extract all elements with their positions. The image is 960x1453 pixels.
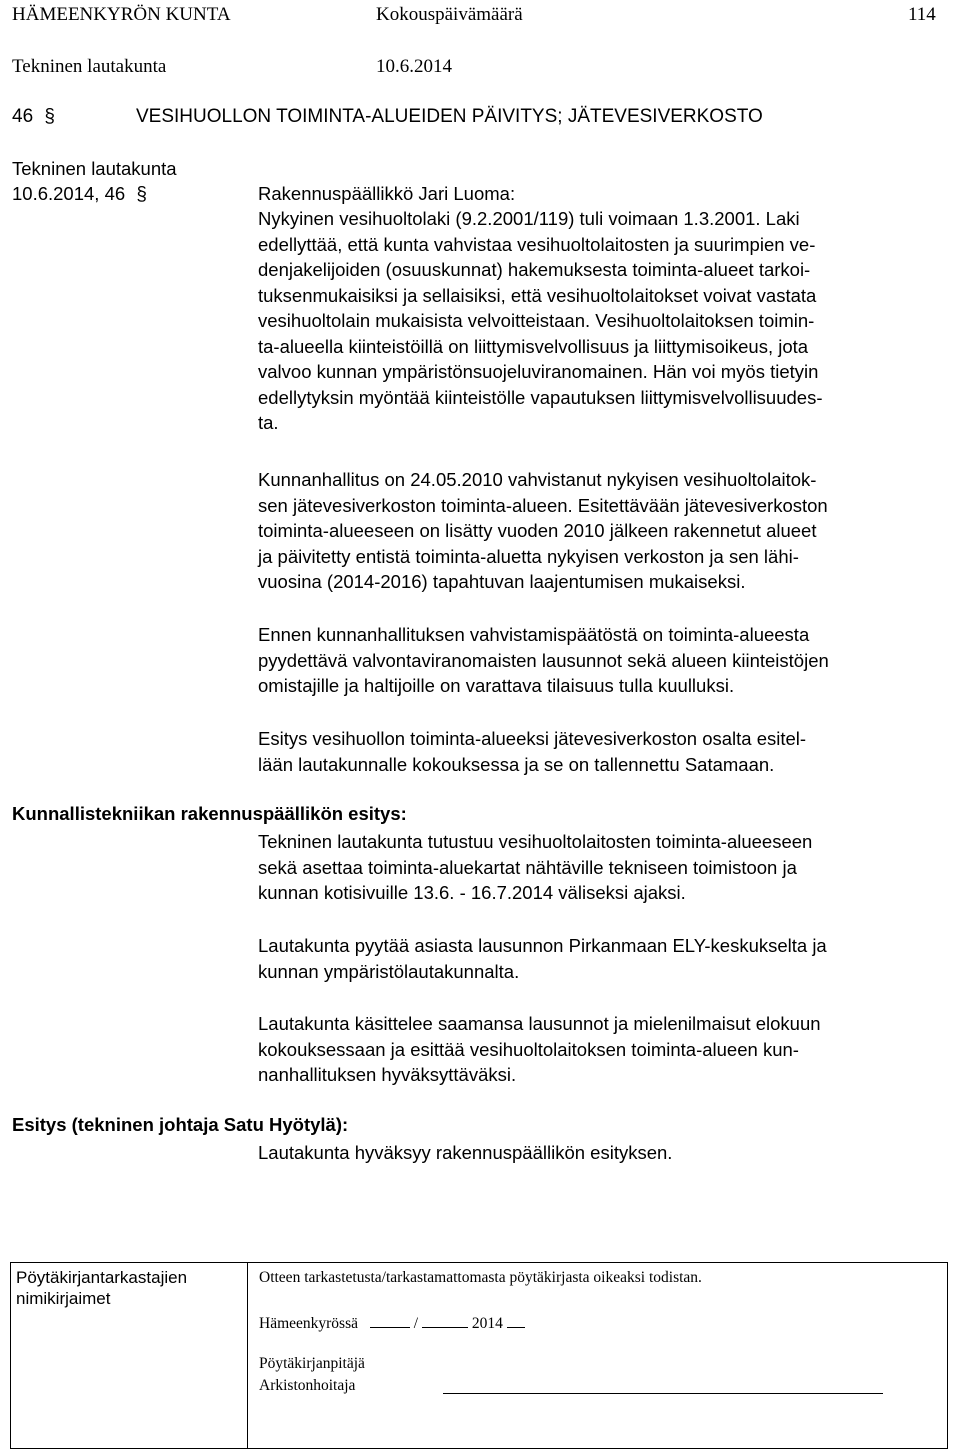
board-name: Tekninen lautakunta [12, 56, 167, 77]
reference-date-item-value: 10.6.2014, 46 [12, 183, 126, 204]
paragraph-2 [258, 467, 948, 595]
footer-role-1: Pöytäkirjanpitäjä [259, 1355, 365, 1372]
year-blank [507, 1311, 525, 1328]
paragraph-line: denjakelijoiden (osuuskunnat) hakemuksesta toiminta-alueet tarkoi- [258, 259, 811, 280]
paragraph-line: kokouksessaan ja esittää vesihuoltolaitoksen toiminta-alueen kun- [258, 1038, 799, 1060]
paragraph-line: Esitys vesihuollon toiminta-alueeksi jätevesiverkoston osalta esitel- [258, 728, 807, 749]
paragraph-line: ta-alueella kiinteistöillä on liittymisvelvollisuus ja liittymisoikeus, jota [258, 335, 809, 357]
footer-divider [247, 1263, 248, 1448]
section1-paragraph-1 [258, 829, 948, 906]
paragraph-line: tuksenmukaisiksi ja sellaisiksi, että vesihuoltolaitokset voivat vastata [258, 284, 817, 306]
meeting-date: 10.6.2014 [376, 56, 452, 77]
paragraph-line: Ennen kunnanhallituksen vahvistamispäätöstä on toiminta-alueesta [258, 624, 810, 645]
paragraph-line: nanhallituksen hyväksyttäväksi. [258, 1064, 517, 1085]
section-sign: § [44, 106, 55, 127]
reference-section-sign: § [136, 184, 147, 205]
paragraph-line: lään lautakunnalle kokouksessa ja se on tallennettu Satamaan. [258, 753, 775, 775]
paragraph-line: ta. [258, 412, 279, 433]
footer-role-2: Arkistonhoitaja [259, 1377, 356, 1394]
footer-year: 2014 [471, 1315, 503, 1332]
footer-signature-box [10, 1262, 948, 1449]
paragraph-line: omistajille ja haltijoille on varattava tilaisuus tulla kuulluksi. [258, 675, 735, 696]
month-blank [422, 1311, 468, 1328]
paragraph-3 [258, 622, 948, 699]
reference-board: Tekninen lautakunta [12, 158, 177, 179]
footer-slash: / [413, 1315, 419, 1332]
municipality-name: HÄMEENKYRÖN KUNTA [12, 4, 231, 25]
paragraph-line: valvoo kunnan ympäristönsuojeluviranomainen. Hän voi myös tietyin [258, 361, 819, 382]
paragraph-1 [258, 206, 948, 436]
paragraph-line: Lautakunta pyytää asiasta lausunnon Pirkanmaan ELY-keskukselta ja [258, 935, 827, 956]
paragraph-line: Lautakunta käsittelee saamansa lausunnot ja mielenilmaisut elokuun [258, 1013, 821, 1034]
paragraph-line: Tekninen lautakunta tutustuu vesihuoltolaitosten toiminta-alueeseen [258, 831, 813, 852]
item-number [12, 106, 55, 128]
footer-left-line: Pöytäkirjantarkastajien [16, 1268, 188, 1287]
presenter: Rakennuspäällikkö Jari Luoma: [258, 183, 516, 204]
day-blank [370, 1311, 410, 1328]
footer-left-label [16, 1267, 187, 1309]
paragraph-line: edellytyksin myöntää kiinteistölle vapautuksen liittymisvelvollisuudes- [258, 386, 823, 408]
item-number-value: 46 [12, 106, 34, 127]
paragraph-line: sen jätevesiverkoston toiminta-alueen. Esitettävään jätevesiverkoston [258, 494, 828, 516]
reference-date-item [12, 181, 147, 208]
item-title: VESIHUOLLON TOIMINTA-ALUEIDEN PÄIVITYS; JÄTEVESIVERKOSTO [136, 106, 763, 127]
section-heading-building-manager: Kunnallistekniikan rakennuspäällikön esitys: [12, 803, 407, 824]
paragraph-line: vuosina (2014-2016) tapahtuvan laajentumisen mukaiseksi. [258, 571, 746, 592]
paragraph-line: ja päivitetty entistä toiminta-aluetta nykyisen verkoston ja sen lähi- [258, 545, 799, 567]
footer-certification: Otteen tarkastetusta/tarkastamattomasta pöytäkirjasta oikeaksi todistan. [259, 1269, 702, 1286]
paragraph-line: toiminta-alueeseen on lisätty vuoden 2010 jälkeen rakennetut alueet [258, 520, 817, 541]
paragraph-4 [258, 726, 948, 777]
paragraph-line: Kunnanhallitus on 24.05.2010 vahvistanut nykyisen vesihuoltolaitok- [258, 469, 817, 490]
section-heading-technical-director: Esitys (tekninen johtaja Satu Hyötylä): [12, 1114, 349, 1135]
signature-line [443, 1393, 883, 1394]
paragraph-line: edellyttää, että kunta vahvistaa vesihuoltolaitosten ja suurimpien ve- [258, 233, 816, 255]
section2-paragraph-1: Lautakunta hyväksyy rakennuspäällikön esityksen. [258, 1142, 673, 1163]
paragraph-line: pyydettävä valvontaviranomaisten lausunnot sekä alueen kiinteistöjen [258, 649, 829, 671]
section1-paragraph-2 [258, 933, 948, 984]
paragraph-line: kunnan ympäristölautakunnalta. [258, 960, 520, 982]
section1-paragraph-3 [258, 1011, 948, 1088]
paragraph-line: kunnan kotisivuille 13.6. - 16.7.2014 väliseksi ajaksi. [258, 882, 686, 903]
page-number: 114 [908, 4, 936, 25]
footer-place-date [259, 1311, 525, 1333]
meeting-date-label: Kokouspäivämäärä [376, 4, 523, 25]
footer-left-line: nimikirjaimet [16, 1289, 111, 1308]
footer-place: Hämeenkyrössä [259, 1315, 358, 1332]
paragraph-line: sekä asettaa toiminta-aluekartat nähtäville tekniseen toimistoon ja [258, 856, 797, 878]
paragraph-line: vesihuoltolain mukaisista velvoitteistaan. Vesihuoltolaitoksen toimin- [258, 310, 815, 331]
paragraph-line: Nykyinen vesihuoltolaki (9.2.2001/119) tuli voimaan 1.3.2001. Laki [258, 208, 800, 229]
